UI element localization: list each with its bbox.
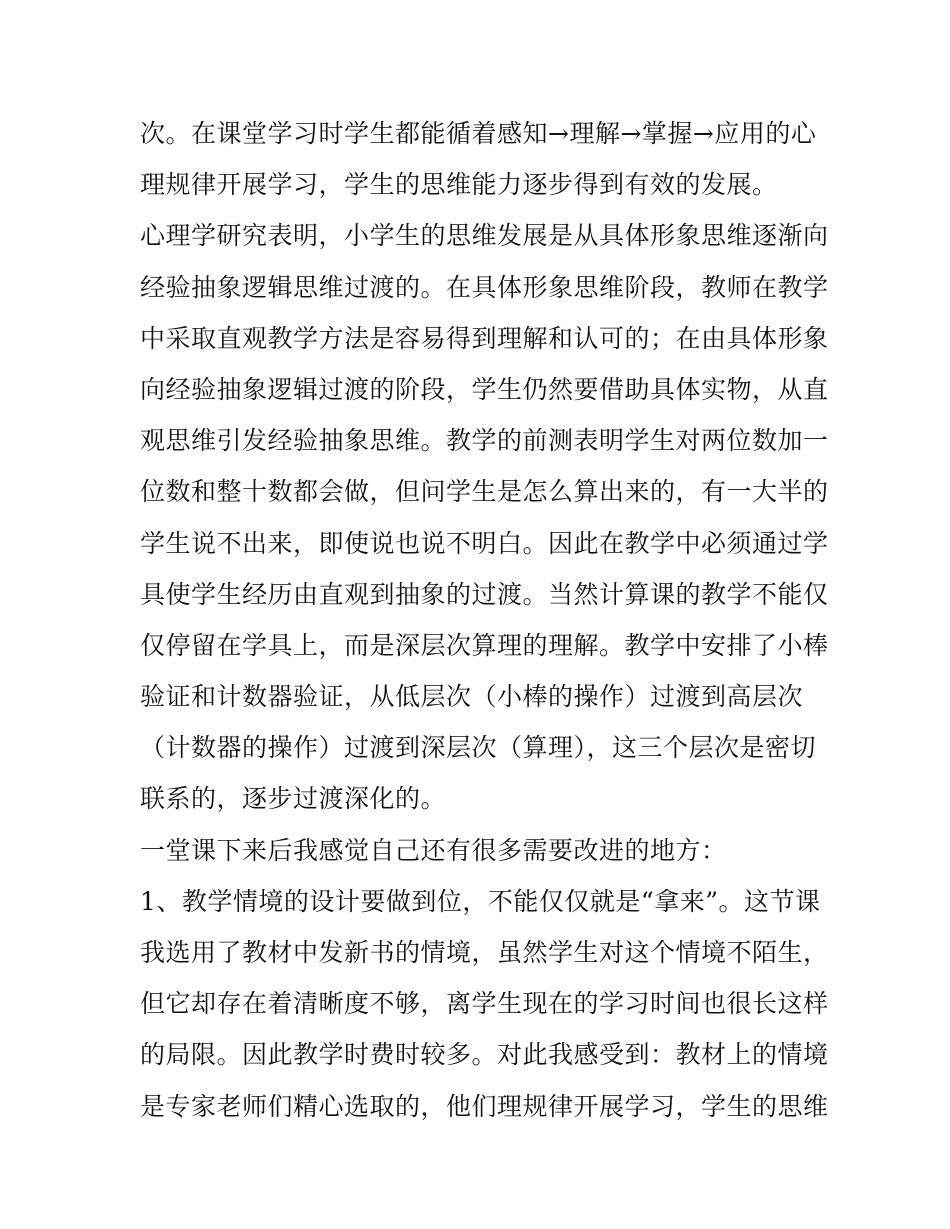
- text-line: 一堂课下来后我感觉自己还有很多需要改进的地方：: [140, 835, 727, 865]
- document-body: [140, 108, 829, 1132]
- text-line: 向经验抽象逻辑过渡的阶段，学生仍然要借助具体实物，从直: [140, 374, 829, 404]
- text-line: 心理学研究表明，小学生的思维发展是从具体形象思维逐渐向: [140, 221, 829, 251]
- text-line: 理规律开展学习，学生的思维能力逐步得到有效的发展。: [140, 170, 778, 200]
- text-line: 联系的，逐步过渡深化的。: [140, 784, 447, 814]
- text-line: 经验抽象逻辑思维过渡的。在具体形象思维阶段，教师在教学: [140, 272, 829, 302]
- text-line: 我选用了教材中发新书的情境，虽然学生对这个情境不陌生，: [140, 938, 829, 967]
- text-line: 学生说不出来，即使说也说不明白。因此在教学中必须通过学: [140, 528, 829, 558]
- text-line: 验证和计数器验证，从低层次（小棒的操作）过渡到高层次: [140, 682, 804, 712]
- text-line: 1、教学情境的设计要做到位，不能仅仅就是“拿来”。这节课: [140, 886, 821, 916]
- text-line: 但它却存在着清晰度不够，离学生现在的学习时间也很长这样: [140, 989, 829, 1019]
- text-line: 中采取直观教学方法是容易得到理解和认可的；在由具体形象: [140, 323, 829, 353]
- text-line: 观思维引发经验抽象思维。教学的前测表明学生对两位数加一: [140, 426, 829, 456]
- text-line: 是专家老师们精心选取的，他们理规律开展学习，学生的思维: [140, 1091, 829, 1121]
- text-line: 的局限。因此教学时费时较多。对此我感受到：教材上的情境: [140, 1040, 829, 1070]
- text-line: 次。在课堂学习时学生都能循着感知→理解→掌握→应用的心: [140, 119, 817, 148]
- text-line: 具使学生经历由直观到抽象的过渡。当然计算课的教学不能仅: [140, 579, 829, 609]
- text-line: 仅停留在学具上，而是深层次算理的理解。教学中安排了小棒: [140, 630, 829, 660]
- text-line: （计数器的操作）过渡到深层次（算理），这三个层次是密切: [140, 733, 817, 763]
- text-line: 位数和整十数都会做，但问学生是怎么算出来的，有一大半的: [140, 477, 829, 507]
